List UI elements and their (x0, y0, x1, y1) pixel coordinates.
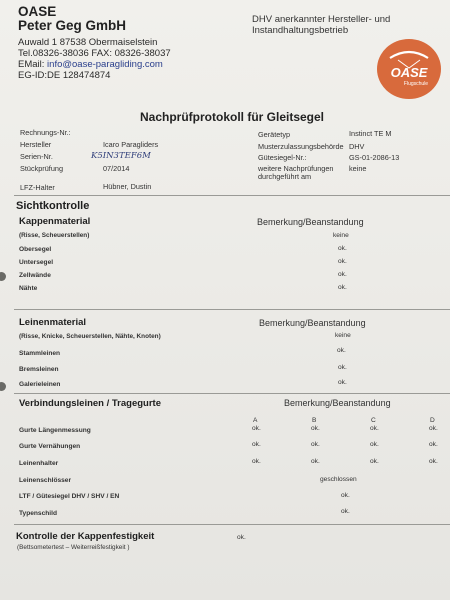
company-phone-fax: Tel.08326-38036 FAX: 08326-38037 (18, 48, 171, 59)
kappen-row-value: ok. (338, 258, 347, 265)
info-label-stueckpruefung: Stückprüfung (20, 164, 63, 173)
leinen-note: (Risse, Knicke, Scheuerstellen, Nähte, Knoten) (19, 333, 161, 340)
section-leinenmaterial: Leinenmaterial (19, 317, 87, 328)
svg-text:OASE: OASE (390, 65, 428, 80)
info-label-nachpruefungen-2: durchgeführt am (258, 172, 312, 181)
verbindung-row-label: Typenschild (19, 510, 57, 517)
info-label-rechnung: Rechnungs-Nr.: (20, 128, 71, 137)
leinen-row-value: ok. (337, 347, 346, 354)
kappen-row-label: Zellwände (19, 272, 51, 279)
section-sichtkontrolle: Sichtkontrolle (16, 200, 90, 212)
info-label-hersteller: Hersteller (20, 140, 52, 149)
dhv-line-2: Instandhaltungsbetrieb (252, 25, 349, 36)
info-value-hersteller: Icaro Paragliders (103, 140, 159, 149)
gurte-row-label: Gurte Vernähungen (19, 443, 81, 450)
verbindung-row-value: geschlossen (320, 476, 357, 483)
gurte-cell: ok. (252, 458, 261, 465)
info-label-guetesiegel: Gütesiegel-Nr.: (258, 153, 307, 162)
leinen-row-value: ok. (338, 364, 347, 371)
remark-header-kappen: Bemerkung/Beanstandung (257, 217, 364, 227)
company-line-2: Peter Geg GmbH (18, 18, 127, 33)
column-header: B (312, 417, 317, 424)
info-label-musterzulassung: Musterzulassungsbehörde (258, 142, 344, 151)
festigkeit-value: ok. (237, 534, 246, 541)
dhv-line-1: DHV anerkannter Hersteller- und (252, 14, 391, 25)
verbindung-row-value: ok. (341, 492, 350, 499)
gurte-cell: ok. (429, 441, 438, 448)
oase-logo-icon (376, 38, 442, 100)
company-email (18, 59, 163, 70)
info-value-geraetetyp: Instinct TE M (349, 129, 392, 138)
kappen-row-label: Nähte (19, 285, 38, 292)
verbindung-row-label: Leinenschlösser (19, 477, 72, 484)
divider (14, 524, 450, 525)
gurte-cell: ok. (370, 458, 379, 465)
leinen-row-value: ok. (338, 379, 347, 386)
kappen-row-label: Obersegel (19, 246, 52, 253)
kappen-row-label: Untersegel (19, 259, 54, 266)
svg-text:Flugschule: Flugschule (403, 81, 429, 87)
info-value-stueckpruefung: 07/2014 (103, 164, 130, 173)
info-label-lfz-halter: LFZ-Halter (20, 183, 55, 192)
kappen-row-value: ok. (338, 271, 347, 278)
leinen-note-value: keine (335, 332, 351, 339)
kappen-note: (Risse, Scheuerstellen) (19, 232, 90, 239)
gurte-cell: ok. (429, 458, 438, 465)
section-verbindungsleinen: Verbindungsleinen / Tragegurte (19, 398, 161, 409)
info-label-serien: Serien-Nr. (20, 152, 53, 161)
company-vat-id: EG-ID:DE 128474874 (18, 70, 111, 81)
gurte-cell: ok. (370, 425, 379, 432)
kappen-note-value: keine (333, 232, 349, 239)
divider (14, 195, 450, 196)
punch-hole (0, 272, 6, 281)
info-value-guetesiegel: GS-01-2086-13 (349, 153, 400, 162)
gurte-cell: ok. (252, 425, 261, 432)
company-line-1: OASE (18, 4, 57, 19)
divider (14, 309, 450, 310)
gurte-row-label: Leinenhalter (19, 460, 59, 467)
divider (14, 393, 450, 394)
page-title: Nachprüfprotokoll für Gleitsegel (140, 110, 325, 124)
info-value-lfz-halter: Hübner, Dustin (103, 182, 152, 191)
gurte-cell: ok. (311, 441, 320, 448)
verbindung-row-label: LTF / Gütesiegel DHV / SHV / EN (19, 493, 120, 500)
festigkeit-note: (Bettsometertest – Weiterreißfestigkeit ) (17, 544, 130, 551)
gurte-cell: ok. (252, 441, 261, 448)
gurte-cell: ok. (429, 425, 438, 432)
remark-header-leinen: Bemerkung/Beanstandung (259, 318, 366, 328)
gurte-cell: ok. (311, 458, 320, 465)
subsection-kappenmaterial: Kappenmaterial (19, 216, 91, 227)
gurte-cell: ok. (311, 425, 320, 432)
company-street: Auwald 1 87538 Obermaiselstein (18, 37, 158, 48)
column-header: D (430, 417, 435, 424)
kappen-row-value: ok. (338, 284, 347, 291)
column-header: C (371, 417, 376, 424)
info-label-geraetetyp: Gerätetyp (258, 130, 291, 139)
info-value-musterzulassung: DHV (349, 142, 365, 151)
punch-hole (0, 382, 6, 391)
leinen-row-label: Galerieleinen (19, 381, 61, 388)
gurte-cell: ok. (370, 441, 379, 448)
verbindung-row-value: ok. (341, 508, 350, 515)
remark-header-verbindung: Bemerkung/Beanstandung (284, 398, 391, 408)
info-value-nachpruefungen: keine (349, 164, 367, 173)
leinen-row-label: Stammleinen (19, 350, 61, 357)
gurte-row-label: Gurte Längenmessung (19, 427, 91, 434)
info-label-nachpruefungen: weitere Nachprüfungen (258, 164, 334, 173)
info-value-serien: K5IN3TEF6M (91, 151, 151, 161)
dhv-certification (252, 14, 422, 36)
section-kappenfestigkeit: Kontrolle der Kappenfestigkeit (16, 531, 155, 542)
kappen-row-value: ok. (338, 245, 347, 252)
email-label: EMail: (18, 59, 48, 70)
company-name (18, 5, 126, 33)
column-header: A (253, 417, 258, 424)
leinen-row-label: Bremsleinen (19, 366, 59, 373)
email-link[interactable]: info@oase-paragliding.com (47, 59, 163, 70)
